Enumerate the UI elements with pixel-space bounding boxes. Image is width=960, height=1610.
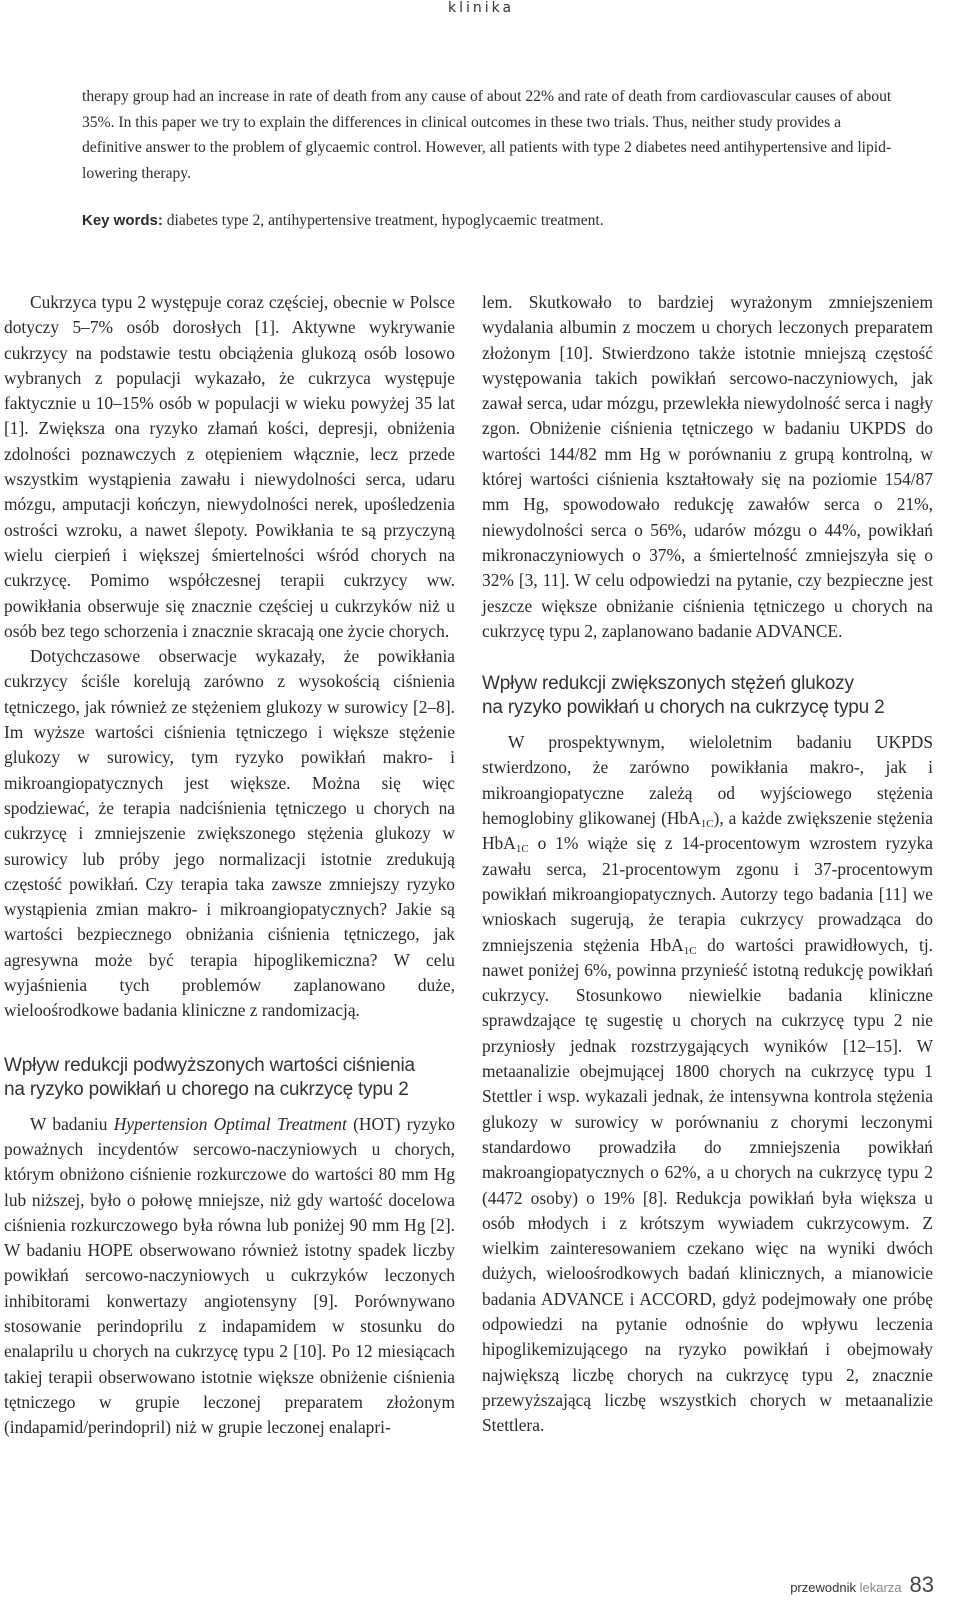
subscript: 1C (515, 843, 529, 856)
heading-line: Wpływ redukcji zwiększonych stężeń glukozy (482, 673, 854, 695)
heading-line: Wpływ redukcji podwyższonych wartości ciśnienia (4, 1054, 415, 1076)
continuation-paragraph: lem. Skutkowało to bardziej wyrażonym zmniejszeniem wydalania albumin z moczem u chorych leczonych preparatem złożonym [10]. Stwierdzono także istotnie mniejszą częstość występowania takich powikłań sercowo-naczyniowych, jak zawał serca, udar mózgu, przewlekła niewydolność serca i nagły zgon. Obniżenie ciśnienia tętniczego w badaniu UKPDS do wartości 144/82 mm Hg w porównaniu z grupą kontrolną, w której wartości ciśnienia kształtowały się na poziomie 154/87 mm Hg, spowodowało redukcję zawałów serca o 21%, niewydolności serca o 56%, udarów mózgu o 44%, powikłań mikronaczyniowych o 37%, a śmiertelność zmniejszyła się o 32% [3, 11]. W celu odpowiedzi na pytanie, czy bezpieczne jest jeszcze większe obniżanie ciśnienia tętniczego u chorych na cukrzycę typu 2, zaplanowano badanie ADVANCE. (482, 292, 933, 641)
section-tag: klinika (448, 0, 515, 16)
text-run: o 1% wiąże się z 14-procentowym wzrostem ryzyka zawału serca, 21-procentowym zgonu i 37-procentowym powikłań mikroangiopatycznych. Autorzy tego badania [11] we wnioskach sugerują, że terapia cukrzycy prowadząca do zmniejszenia stężenia HbA (482, 833, 933, 955)
observations-paragraph: Dotychczasowe obserwacje wykazały, że powikłania cukrzycy ściśle korelują zarówno z wysokością ciśnienia tętniczego, jak również ze stężeniem glukozy w surowicy [2–8]. Im wyższe wartości ciśnienia tętniczego i większe stężenie glukozy w surowicy, tym ryzyko powikłań makro- i mikroangiopatycznych jest większe. Można się więc spodziewać, że terapia nadciśnienia tętniczego u chorych na cukrzycę i zmniejszenie zwiększonego stężenia glukozy w surowicy lub próby jego normalizacji istotnie zredukują częstość powikłań. Czy terapia taka zawsze zmniejszy ryzyko wystąpienia zmian makro- i mikroangiopatycznych? Jakie są wartości bezpiecznego obniżania ciśnienia tętniczego, jak agresywna może być terapia hipoglikemiczna? W celu wyjaśnienia tych problemów zaplanowano duże, wieloośrodkowe badania kliniczne z randomizacją. (4, 646, 455, 1021)
journal-name-bold: przewodnik (790, 1580, 856, 1595)
heading-line: na ryzyko powikłań u chorych na cukrzycę typu 2 (482, 697, 885, 719)
left-column (4, 290, 455, 1440)
text-run: (HOT) ryzyko poważnych incydentów sercowo-naczyniowych u chorych, którym obniżono ciśnienie rozkurczowe do wartości 80 mm Hg lub niższej, było o połowę mniejsze, niż gdy wartość docelowa ciśnienia rozkurczowego była równa lub poniżej 90 mm Hg [2]. W badaniu HOPE obserwowano również istotny spadek liczby powikłań sercowo-naczyniowych u cukrzyków leczonych inhibitorami konwertazy angiotensyny [9]. Porównywano stosowanie perindoprilu z indapamidem w stosunku do enalaprilu u chorych na cukrzycę typu 2 [10]. Po 12 miesiącach takiej terapii obserwowano istotnie większe obniżenie ciśnienia tętniczego w grupie leczonej preparatem złożonym (indapamid/perindopril) niż w grupie leczonej enalapri- (4, 1113, 456, 1438)
keywords (82, 208, 898, 233)
subscript: 1C (683, 944, 697, 957)
ukpds-paragraph (482, 730, 933, 1438)
journal-name-light: lekarza (859, 1580, 902, 1595)
text-run: ), a każde zwiększenie stężenia HbA (482, 808, 933, 854)
journal-name (790, 1580, 901, 1595)
keywords-text: diabetes type 2, antihypertensive treatment, hypoglycaemic treatment. (162, 212, 604, 229)
study-name: Hypertension Optimal Treatment (113, 1113, 347, 1134)
abstract (82, 84, 898, 186)
heading-line: na ryzyko powikłań u chorego na cukrzycę typu 2 (4, 1078, 409, 1100)
text-run: do wartości prawidłowych, tj. nawet poniżej 6%, powinna przynieść istotną redukcję powikłań cukrzycy. Stosunkowo niewielkie badania kliniczne sprawdzające tę sugestię u chorych na cukrzycę typu 2 nie przyniosły jednak rozstrzygających wyników [12–15]. W metaanalizie obejmującej 1800 chorych na cukrzycę typu 1 Stettler i wsp. wykazali jednak, że intensywna kontrola stężenia glukozy w surowicy w porównaniu z chorymi leczonymi standardowo prowadziła do zmniejszenia powikłań makroangiopatycznych o 62%, a u chorych na cukrzycę typu 2 (4472 osoby) o 19% [8]. Redukcja powikłań była większa u osób młodych i z krótszym wywiadem cukrzycowym. Z wielkim zainteresowaniem czekano więc na wyniki dwóch dużych, wieloośrodkowych badań klinicznych, a mianowicie badania ADVANCE i ACCORD, gdyż podejmowały one próbę odpowiedzi na pytanie odnośnie do wpływu leczenia hipoglikemizującego na ryzyko powikłań i obejmowały największą liczbę chorych na cukrzycę typu 2, znacznie przewyższającą liczbę wszystkich chorych w metaanalizie Stettlera. (482, 934, 933, 1436)
subscript: 1C (700, 818, 714, 831)
section-heading-blood-pressure (4, 1054, 455, 1102)
right-column (482, 290, 933, 1438)
text-run: W badaniu (30, 1113, 114, 1134)
text-run: W prospektywnym, wieloletnim badaniu UKPDS stwierdzono, że zarówno powikłania makro-, jak i mikroangiopatyczne zależą od wyjściowego stężenia hemoglobiny glikowanej (HbA (482, 732, 933, 829)
section-heading-glucose (482, 672, 933, 720)
intro-paragraph: Cukrzyca typu 2 występuje coraz częściej, obecnie w Polsce dotyczy 5–7% osób dorosłych [1]. Aktywne wykrywanie cukrzycy na podstawie testu obciążenia glukozą osób losowo wybranych z populacji wykazało, że cukrzyca występuje faktycznie u 10–15% osób w populacji w wieku powyżej 35 lat [1]. Zwiększa ona ryzyko złamań kości, depresji, obniżenia zdolności poznawczych z otępieniem włącznie, lecz przede wszystkim wystąpienia zawału i niewydolności serca, udaru mózgu, amputacji kończyn, niewydolności nerek, upośledzenia ostrości wzroku, a nawet ślepoty. Powikłania te są przyczyną wielu cierpień i większej śmiertelności wśród chorych na cukrzycę. Pomimo współczesnej terapii cukrzycy ww. powikłania obserwuje się znacznie częściej u cukrzyków niż u osób bez tego schorzenia i znacznie skracają one życie chorych. (4, 292, 455, 641)
abstract-text: therapy group had an increase in rate of death from any cause of about 22% and rate of death from cardiovascular causes of about 35%. In this paper we try to explain the differences in clinical outcomes in these two trials. Thus, neither study provides a definitive answer to the problem of glycaemic control. However, all patients with type 2 diabetes need antihypertensive and lipid-lowering therapy. (82, 88, 892, 182)
page-footer (790, 1572, 934, 1598)
page-number: 83 (909, 1572, 934, 1597)
hot-study-paragraph (4, 1112, 455, 1441)
keywords-label: Key words: (82, 212, 163, 229)
